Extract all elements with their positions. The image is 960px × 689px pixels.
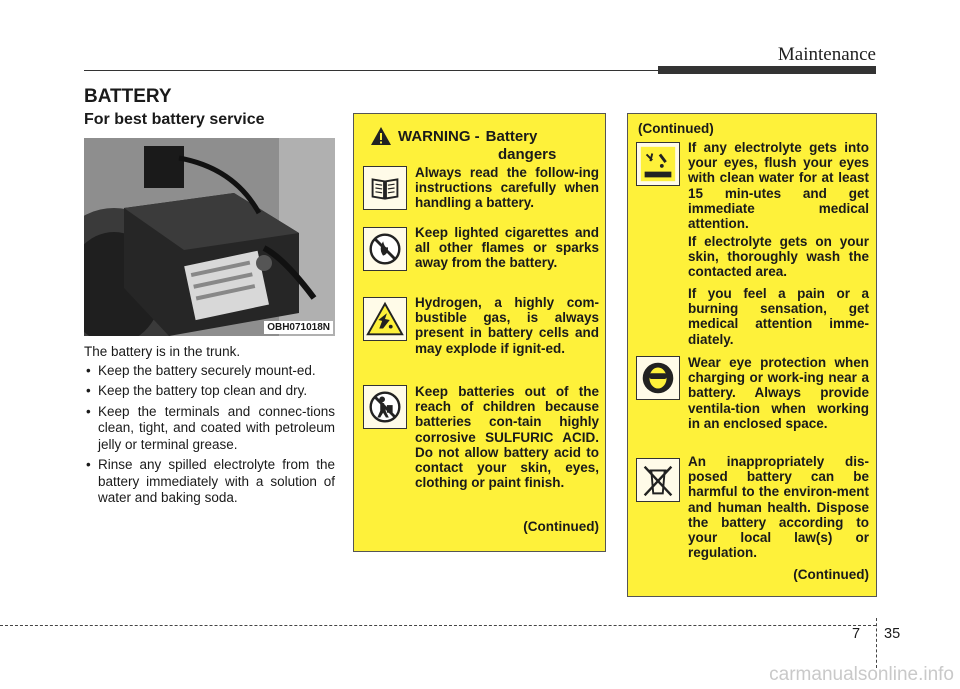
footer-rule xyxy=(0,625,876,626)
intro-text: The battery is in the trunk. xyxy=(84,344,241,359)
footer-divider xyxy=(876,618,877,668)
continued-text-pain: If you feel a pain or a burning sensation, get medical attention imme-diately. xyxy=(688,286,869,347)
continued-text-eye-protection: Wear eye protection when charging or work-ing near a battery. Always provide ventila-tion when working in an enclosed space. xyxy=(688,355,869,431)
read-manual-icon xyxy=(363,166,407,210)
explosion-icon xyxy=(363,297,407,341)
body-text xyxy=(84,344,335,511)
eye-protection-icon xyxy=(636,356,680,400)
header-section-title: Maintenance xyxy=(777,44,876,65)
warning-text-no-flame: Keep lighted cigarettes and all other flames or sparks away from the battery. xyxy=(415,225,599,271)
header-rule-thick xyxy=(658,66,876,74)
warning-title: Battery xyxy=(485,127,538,145)
warning-label: WARNING - xyxy=(398,127,480,145)
section-title: BATTERY xyxy=(84,86,172,107)
continued-panel xyxy=(627,113,877,597)
warning-triangle-icon xyxy=(370,126,392,146)
header-rule xyxy=(84,70,659,71)
list-item: • Keep the terminals and connec-tions clean, tight, and coated with petroleum jelly or terminal grease. xyxy=(84,404,335,454)
continued-text-disposal: An inappropriately dis-posed battery can be harmful to the environ-ment and human health. Dispose the battery according to your local law(s) or regulation. xyxy=(688,454,869,561)
page-number: 35 xyxy=(884,626,901,642)
watermark: carmanualsonline.info xyxy=(769,664,954,685)
keep-children-away-icon xyxy=(363,385,407,429)
continued-text-electrolyte-skin: If electrolyte gets on your skin, thoroughly wash the contacted area. xyxy=(688,234,869,280)
warning-panel xyxy=(353,113,606,552)
image-code: OBH071018N xyxy=(264,321,333,334)
warning-title-line2: dangers xyxy=(498,146,557,163)
continued-text-electrolyte-eyes: If any electrolyte gets into your eyes, flush your eyes with clean water for at least 15 min-utes and get immediate medical attention. xyxy=(688,140,869,232)
subtitle: For best battery service xyxy=(84,111,265,128)
continued-header: (Continued) xyxy=(638,121,714,136)
list-item: • Keep the battery top clean and dry. xyxy=(84,383,335,400)
warning-text-read-manual: Always read the follow-ing instructions carefully when handling a battery. xyxy=(415,165,599,211)
chapter-number: 7 xyxy=(852,626,861,642)
list-item: • Rinse any spilled electrolyte from the battery immediately with a solution of water and baking soda. xyxy=(84,457,335,507)
warning-text-children: Keep batteries out of the reach of children because batteries con-tain highly corrosive SULFURIC ACID. Do not allow battery acid to contact your skin, eyes, clothing or paint finish. xyxy=(415,384,599,491)
no-flame-icon xyxy=(363,227,407,271)
bullet-list xyxy=(84,363,335,507)
continued-label: (Continued) xyxy=(523,519,599,534)
no-trash-bin-icon xyxy=(636,458,680,502)
list-item: • Keep the battery securely mount-ed. xyxy=(84,363,335,380)
battery-photo xyxy=(84,138,335,336)
battery-illustration xyxy=(84,138,335,336)
warning-heading xyxy=(370,126,556,163)
warning-text-explosion: Hydrogen, a highly com-bustible gas, is always present in battery cells and may explode if ignit-ed. xyxy=(415,295,599,356)
continued-label-2: (Continued) xyxy=(793,567,869,582)
corrosive-icon xyxy=(636,142,680,186)
